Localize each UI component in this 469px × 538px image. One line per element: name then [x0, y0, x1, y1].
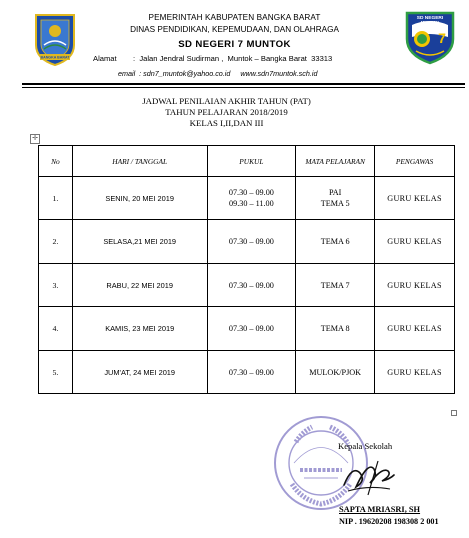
svg-text:7: 7 — [438, 30, 446, 46]
row-invigilator: GURU KELAS — [375, 220, 455, 264]
row-date: SENIN, 20 MEI 2019 — [72, 177, 207, 220]
row-invigilator: GURU KELAS — [375, 264, 455, 307]
column-header-no: No — [39, 146, 73, 177]
table-row — [39, 220, 455, 264]
table-row — [39, 307, 455, 351]
svg-text:BANGKA BARAT: BANGKA BARAT — [40, 55, 70, 60]
exam-schedule-table — [38, 145, 455, 394]
table-move-handle-icon[interactable]: ✛ — [30, 134, 40, 144]
row-subject: TEMA 7 — [296, 264, 375, 307]
row-number: 4. — [39, 307, 73, 351]
document-subtitle-class: KELAS I,II,DAN III — [189, 118, 264, 128]
principal-nip: NIP . 19620208 198308 2 001 — [339, 517, 439, 526]
row-number: 3. — [39, 264, 73, 307]
table-row — [39, 177, 455, 220]
subject-name: TEMA 5 — [320, 199, 350, 208]
svg-text:MUNTOK: MUNTOK — [420, 20, 440, 25]
time-slot: 07.30 – 09.00 — [228, 188, 274, 197]
column-header-time: PUKUL — [207, 146, 296, 177]
address-text: : Jalan Jendral Sudirman , Muntok – Bangka Barat 33313 — [133, 54, 333, 63]
subject-name: PAI — [328, 188, 342, 197]
time-slot: 09.30 – 11.00 — [229, 199, 274, 208]
header-address — [93, 54, 332, 63]
document-title: JADWAL PENILAIAN AKHIR TAHUN (PAT) — [142, 96, 311, 106]
row-date: KAMIS, 23 MEI 2019 — [72, 307, 207, 351]
row-number: 1. — [39, 177, 73, 220]
header-contact: email : sdn7_muntok@yahoo.co.id www.sdn7muntok.sch.id — [118, 69, 318, 78]
row-number: 5. — [39, 351, 73, 394]
table-row — [39, 351, 455, 394]
row-invigilator: GURU KELAS — [375, 307, 455, 351]
header-department-line: DINAS PENDIDIKAN, KEPEMUDAAN, DAN OLAHRAGA — [130, 25, 339, 34]
column-header-date: HARI / TANGGAL — [72, 146, 207, 177]
row-subject — [296, 177, 375, 220]
document-subtitle-year: TAHUN PELAJARAN 2018/2019 — [165, 107, 288, 117]
handwritten-signature-icon — [338, 455, 398, 500]
row-date: RABU, 22 MEI 2019 — [72, 264, 207, 307]
header-divider-thick — [22, 83, 465, 85]
table-row — [39, 264, 455, 307]
signature-title: Kepala Sekolah — [338, 441, 393, 451]
address-label: Alamat — [93, 54, 117, 63]
row-invigilator: GURU KELAS — [375, 351, 455, 394]
row-date: SELASA,21 MEI 2019 — [72, 220, 207, 264]
row-number: 2. — [39, 220, 73, 264]
row-subject: TEMA 6 — [296, 220, 375, 264]
row-time: 07.30 – 09.00 — [207, 307, 296, 351]
header-school-name: SD NEGERI 7 MUNTOK — [178, 39, 291, 50]
column-header-subject: MATA PELAJARAN — [296, 146, 375, 177]
row-subject: TEMA 8 — [296, 307, 375, 351]
svg-text:SD NEGERI: SD NEGERI — [416, 16, 444, 21]
row-date: JUM'AT, 24 MEI 2019 — [72, 351, 207, 394]
row-time: 07.30 – 09.00 — [207, 351, 296, 394]
row-time: 07.30 – 09.00 — [207, 264, 296, 307]
header-government-line: PEMERINTAH KABUPATEN BANGKA BARAT — [148, 13, 321, 22]
header-divider-thin — [22, 87, 465, 88]
table-resize-handle-icon[interactable] — [451, 410, 457, 416]
table-header-row — [39, 146, 455, 177]
column-header-invigilator: PENGAWAS — [375, 146, 455, 177]
row-time — [207, 177, 296, 220]
row-subject: MULOK/PJOK — [296, 351, 375, 394]
row-time: 07.30 – 09.00 — [207, 220, 296, 264]
sd-negeri-7-muntok-badge-icon — [404, 9, 456, 65]
row-invigilator: GURU KELAS — [375, 177, 455, 220]
principal-name: SAPTA MRIASRI, SH — [339, 505, 421, 514]
